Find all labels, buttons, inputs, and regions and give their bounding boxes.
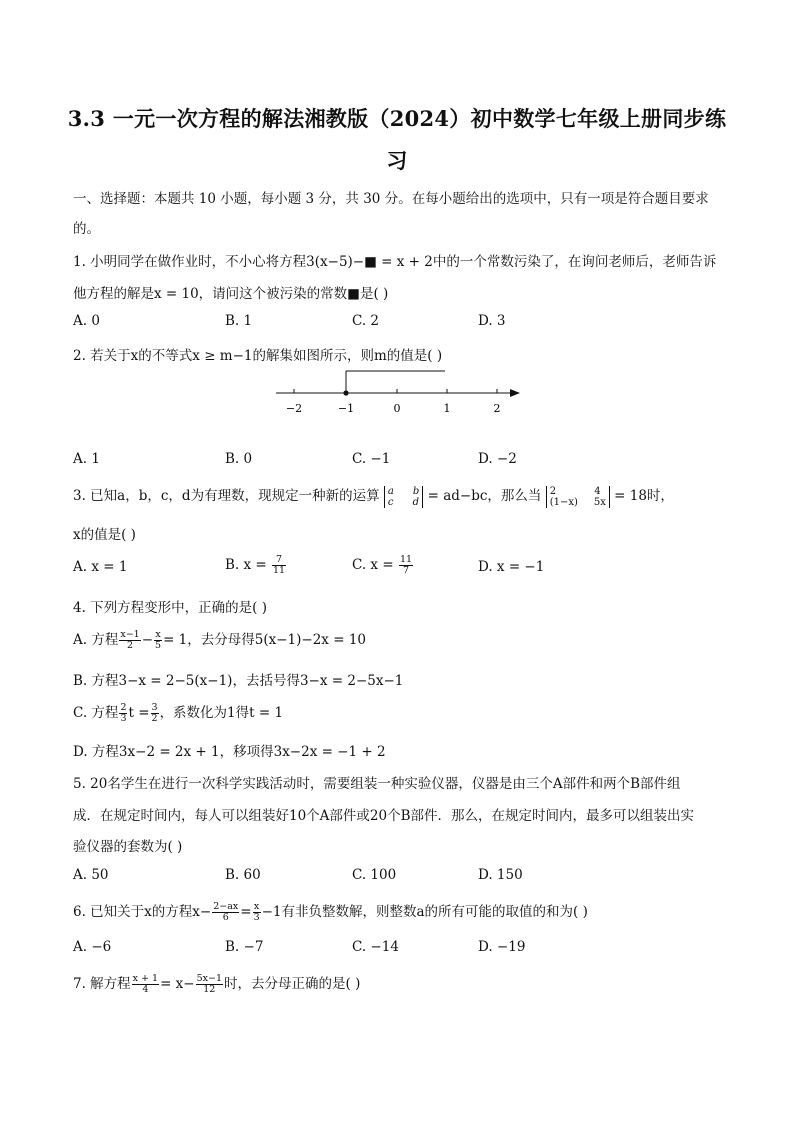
- question-2-option-b: B. 0: [225, 451, 253, 467]
- question-1-text-continuation: 他方程的解是x = 10，请问这个被污染的常数■是( ): [73, 286, 389, 302]
- question-5-text-continuation: 验仪器的套数为( ): [73, 839, 183, 855]
- question-5-option-a: A. 50: [73, 867, 109, 883]
- fraction: $\frac{2}{3}$: [120, 702, 127, 724]
- fraction: $\frac{5x-1}{12}$: [196, 973, 223, 995]
- question-5-text-continuation: 成．在规定时间内，每人可以组装好10个A部件或20个B部件．那么，在规定时间内，最多可以组装出实: [73, 808, 695, 824]
- section-heading-continuation: 的。: [73, 221, 100, 237]
- determinant-equation: [546, 486, 610, 508]
- question-6-option-d: D. −19: [478, 939, 526, 955]
- question-3-option-d: D. x = −1: [478, 559, 545, 575]
- fraction: $\frac{x-1}{2}$: [120, 629, 140, 651]
- question-6-text: 6. 已知关于x的方程x− $\frac{2-ax}{6}$ = $\frac{x}{3}$ −1有非负整数解，则整数a的所有可能的取值的和为( ): [73, 901, 588, 923]
- determinant-definition: [384, 486, 423, 508]
- question-3-definition: = ad−bc，那么当: [427, 488, 542, 504]
- fraction: $\frac{2-ax}{6}$: [213, 901, 239, 923]
- question-3-text-continuation: x的值是( ): [73, 527, 136, 543]
- tick-label: 2: [493, 402, 501, 415]
- question-3-option-a: A. x = 1: [73, 559, 128, 575]
- det-a: a: [387, 485, 394, 497]
- question-6-option-b: B. −7: [225, 939, 264, 955]
- question-4-text: 4. 下列方程变形中，正确的是( ): [73, 600, 267, 616]
- tick-label: 0: [393, 402, 401, 415]
- question-3-suffix: = 18时，: [614, 488, 674, 504]
- fraction: $\frac{x}{3}$: [253, 901, 260, 923]
- det2-top-left: 2: [549, 485, 557, 497]
- question-1-option-a: A. 0: [73, 313, 100, 329]
- question-2-option-a: A. 1: [73, 451, 100, 467]
- question-3-option-c: C. x = $\frac{11}{7}$: [352, 554, 413, 576]
- tick-label: 1: [443, 402, 451, 415]
- question-1-option-d: D. 3: [478, 313, 506, 329]
- question-5-text: 5. 20名学生在进行一次科学实践活动时，需要组装一种实验仪器，仪器是由三个A部件和两个B部件组: [73, 776, 681, 792]
- question-3-text: [73, 484, 674, 508]
- question-4-option-a: A. 方程 $\frac{x-1}{2}$ − $\frac{x}{5}$ = 1，去分母得5(x−1)−2x = 10: [73, 629, 366, 651]
- document-title-continuation: 习: [386, 148, 408, 173]
- question-2-option-c: C. −1: [352, 451, 391, 467]
- question-1-text: 1. 小明同学在做作业时，不小心将方程3(x−5)−■ = x + 2中的一个常数污染了，在询问老师后，老师告诉: [73, 254, 717, 270]
- question-3-prefix: 3. 已知a，b，c，d为有理数，现规定一种新的运算: [73, 488, 380, 504]
- number-line-arrow: [510, 389, 520, 397]
- det-d: d: [412, 496, 419, 508]
- question-4-option-c: C. 方程 $\frac{2}{3}$ t = $\frac{3}{2}$ ，系数化为1得t = 1: [73, 702, 284, 724]
- tick-label: −2: [285, 402, 303, 415]
- question-4-option-d: D. 方程3x−2 = 2x + 1，移项得3x−2x = −1 + 2: [73, 744, 386, 760]
- section-heading: 一、选择题：本题共 10 小题，每小题 3 分，共 30 分。在每小题给出的选项中，只有一项是符合题目要求: [73, 191, 709, 207]
- det-b: b: [412, 485, 420, 497]
- question-1-option-c: C. 2: [352, 313, 380, 329]
- document-title: 3.3 一元一次方程的解法湘教版（2024）初中数学七年级上册同步练: [67, 106, 727, 131]
- tick-label: −1: [337, 402, 355, 415]
- fraction: $\frac{7}{11}$: [273, 554, 286, 576]
- fraction: $\frac{3}{2}$: [151, 702, 158, 724]
- det2-top-right: 4: [594, 485, 601, 497]
- fraction: $\frac{x + 1}{4}$: [132, 973, 159, 995]
- question-7-text: 7. 解方程 $\frac{x + 1}{4}$ = x− $\frac{5x-1}{12}$ 时，去分母正确的是( ): [73, 973, 361, 995]
- solid-endpoint-dot: [343, 390, 348, 395]
- det2-bottom-left: (1−x): [549, 496, 578, 508]
- det-c: c: [387, 496, 394, 508]
- question-6-option-c: C. −14: [352, 939, 399, 955]
- question-5-option-c: C. 100: [352, 867, 397, 883]
- question-4-option-b: B. 方程3−x = 2−5(x−1)，去括号得3−x = 2−5x−1: [73, 673, 404, 689]
- fraction: $\frac{x}{5}$: [155, 629, 162, 651]
- question-3-option-b: B. x = $\frac{7}{11}$: [225, 554, 286, 576]
- det2-bottom-right: 5x: [593, 496, 606, 508]
- number-line-figure: [270, 358, 530, 418]
- question-5-option-d: D. 150: [478, 867, 523, 883]
- fraction: $\frac{11}{7}$: [399, 554, 413, 576]
- question-2-option-d: D. −2: [478, 451, 517, 467]
- question-2-text: 2. 若关于x的不等式x ≥ m−1的解集如图所示，则m的值是( ): [73, 348, 443, 364]
- question-5-option-b: B. 60: [225, 867, 261, 883]
- question-6-option-a: A. −6: [73, 939, 112, 955]
- question-1-option-b: B. 1: [225, 313, 253, 329]
